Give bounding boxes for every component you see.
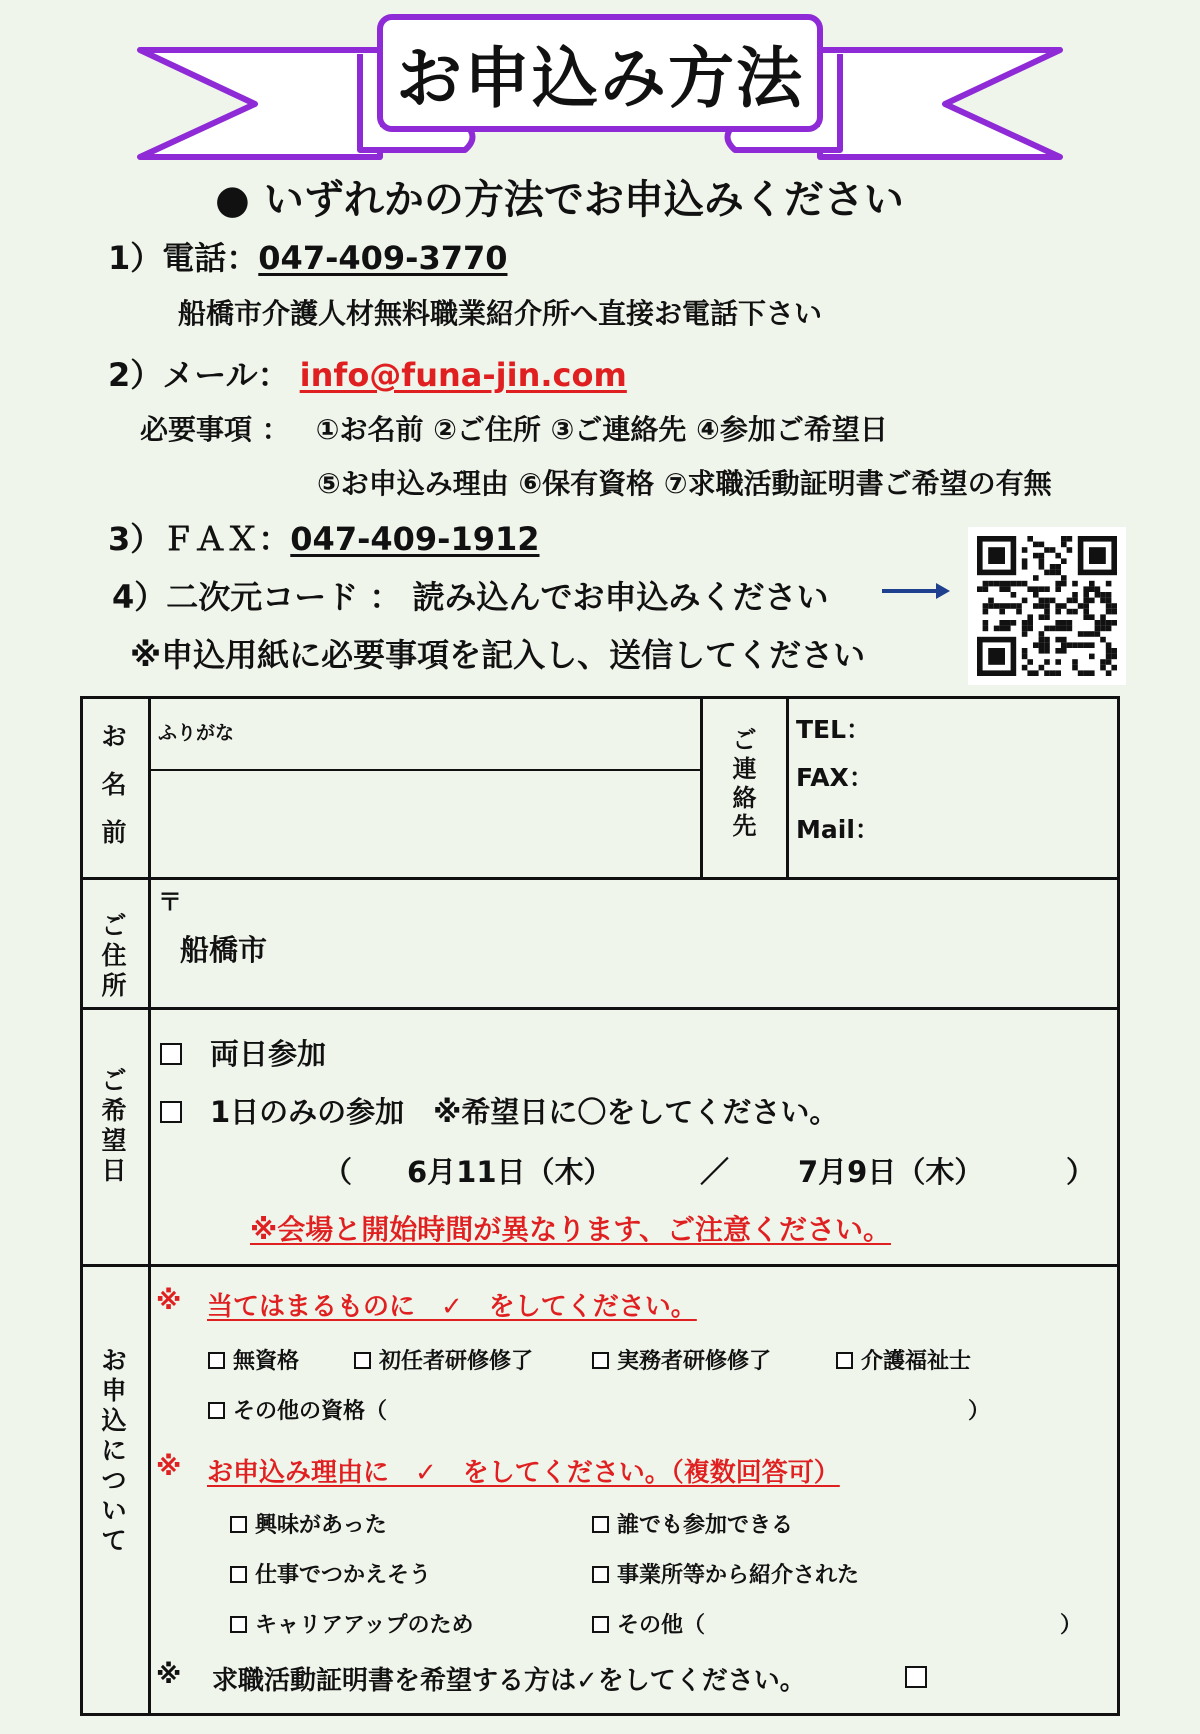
checkbox-icon[interactable] [836, 1352, 853, 1369]
contact-label [703, 726, 786, 841]
about-row-label [80, 1346, 148, 1556]
reason-label: 誰でも参加できる [617, 1513, 794, 1538]
phone-note: 船橋市介護人材無料職業紹介所へ直接お電話下さい [178, 297, 823, 330]
reason-label: 事業所等から紹介された [617, 1563, 860, 1588]
date-separator: ／ [700, 1155, 730, 1189]
checkbox-icon[interactable] [230, 1516, 247, 1533]
mail-label: 2）メール： [108, 356, 290, 394]
required-line-2: ⑤お申込み理由 ⑥保有資格 ⑦求職活動証明書ご希望の有無 [317, 467, 1052, 500]
other-qualification-close: ） [968, 1399, 991, 1424]
furigana-divider [148, 769, 702, 771]
label-char: 先 [732, 812, 757, 841]
fax-number: 047-409-1912 [290, 520, 540, 558]
other-qualification-label: その他の資格（ [233, 1399, 388, 1424]
row-divider [80, 1007, 1120, 1010]
label-char: つ [101, 1466, 127, 1495]
page-title: お申込み方法 [396, 39, 804, 117]
fax-field-label: FAX： [796, 763, 874, 792]
title-banner [135, 12, 1065, 172]
qualification-label: 介護福祉士 [861, 1349, 972, 1374]
checkbox-icon[interactable] [905, 1666, 927, 1688]
address-input[interactable] [152, 882, 1116, 1006]
checkbox-icon[interactable] [160, 1101, 182, 1123]
qualification-label: 実務者研修修了 [617, 1349, 772, 1374]
both-days-label: 両日参加 [210, 1037, 327, 1071]
reason-option[interactable] [592, 1558, 859, 1589]
qualification-option[interactable] [836, 1344, 971, 1375]
checkbox-icon[interactable] [208, 1402, 225, 1419]
postal-mark: 〒 [158, 888, 182, 916]
qualification-option[interactable] [354, 1344, 533, 1375]
reason-other-close: ） [1060, 1613, 1083, 1638]
date-row-label [80, 1066, 148, 1186]
fax-label: 3）ＦＡＸ： [108, 520, 291, 558]
paren-close: ） [1066, 1155, 1096, 1189]
address-row-label [80, 911, 148, 1001]
label-char: 住 [101, 941, 127, 970]
address-city: 船橋市 [180, 933, 268, 967]
checkbox-icon[interactable] [592, 1616, 609, 1633]
qr-label: 4）二次元コード ： 読み込んでお申込みください [112, 578, 829, 616]
tel-field-label: TEL： [796, 715, 872, 744]
label-char: 連 [732, 754, 757, 783]
reason-option[interactable] [230, 1508, 387, 1539]
label-column-divider [148, 696, 151, 1716]
checkbox-icon[interactable] [208, 1352, 225, 1369]
one-day-option[interactable] [160, 1090, 838, 1131]
reason-option[interactable] [230, 1608, 473, 1639]
checkbox-icon[interactable] [160, 1043, 182, 1065]
qualification-option[interactable] [592, 1344, 771, 1375]
cert-instruction: 求職活動証明書を希望する方は✓をしてください。 [212, 1666, 806, 1696]
arrow-right-icon [880, 580, 952, 602]
row-divider [80, 877, 1120, 880]
reason-instruction: お申込み理由に ✓ をしてください。（複数回答可） [207, 1458, 840, 1488]
furigana-label: ふりがな [158, 722, 235, 744]
label-char: 込 [101, 1406, 127, 1435]
label-char: お [101, 722, 127, 751]
label-char: に [101, 1436, 127, 1465]
qualification-option[interactable] [208, 1344, 299, 1375]
submission-notice: ※申込用紙に必要事項を記入し、送信してください [130, 636, 866, 674]
cert-mark: ※ [156, 1660, 182, 1690]
paren-open: （ [323, 1155, 353, 1189]
qr-method [112, 572, 829, 618]
label-char: 名 [101, 770, 127, 799]
label-char: お [101, 1346, 127, 1375]
label-char: 前 [101, 818, 127, 847]
both-days-option[interactable] [160, 1032, 326, 1073]
qualification-instruction: 当てはまるものに ✓ をしてください。 [207, 1292, 697, 1322]
checkbox-icon[interactable] [592, 1352, 609, 1369]
reason-label: その他（ [617, 1613, 706, 1638]
checkbox-icon[interactable] [230, 1566, 247, 1583]
checkbox-icon[interactable] [230, 1616, 247, 1633]
reason-label: 興味があった [255, 1513, 387, 1538]
checkbox-icon[interactable] [354, 1352, 371, 1369]
label-char: い [101, 1496, 127, 1525]
label-char: 所 [101, 971, 127, 1000]
row-divider [80, 1264, 1120, 1267]
qualification-mark: ※ [156, 1286, 182, 1316]
mail-address-link[interactable]: info@funa-jin.com [299, 356, 627, 394]
contact-divider-right [786, 696, 789, 879]
fax-method [108, 514, 540, 560]
one-day-label: 1日のみの参加 ※希望日に〇をしてください。 [210, 1095, 839, 1129]
mail-field-label: Mail： [796, 815, 880, 844]
checkbox-icon[interactable] [592, 1516, 609, 1533]
other-qualification-option[interactable] [208, 1394, 387, 1425]
label-char: 希 [101, 1096, 127, 1125]
phone-method [108, 233, 508, 279]
furigana-input[interactable] [152, 704, 698, 768]
label-char: 日 [101, 1156, 127, 1185]
qualification-label: 無資格 [233, 1349, 300, 1374]
label-char: 望 [101, 1126, 127, 1155]
reason-label: キャリアアップのため [255, 1613, 474, 1638]
phone-number[interactable]: 047-409-3770 [258, 239, 508, 277]
name-row-label [80, 722, 148, 848]
label-char: ご [732, 726, 757, 754]
label-char: て [101, 1526, 127, 1555]
required-line-1: ①お名前 ②ご住所 ③ご連絡先 ④参加ご希望日 [315, 413, 888, 446]
label-char: ご [101, 1066, 127, 1095]
phone-label: 1）電話： [108, 239, 259, 277]
checkbox-icon[interactable] [592, 1566, 609, 1583]
required-items [140, 408, 888, 448]
date-option-jul9[interactable]: 7月9日（木） [798, 1155, 984, 1189]
lead-text: ● いずれかの方法でお申込みください [215, 177, 904, 223]
date-option-jun11[interactable]: 6月11日（木） [407, 1155, 613, 1189]
mail-method [108, 350, 627, 396]
venue-warning: ※会場と開始時間が異なります、ご注意ください。 [250, 1213, 891, 1246]
reason-option[interactable] [592, 1608, 705, 1639]
reason-mark: ※ [156, 1452, 182, 1482]
qualification-label: 初任者研修修了 [379, 1349, 534, 1374]
name-input[interactable] [152, 774, 698, 874]
label-char: ご [101, 911, 127, 940]
label-char: 申 [101, 1376, 127, 1405]
qr-code-icon[interactable] [968, 527, 1126, 685]
cert-checkbox[interactable] [905, 1666, 935, 1691]
reason-label: 仕事でつかえそう [255, 1563, 432, 1588]
label-char: 絡 [732, 783, 757, 812]
required-label: 必要事項 ： [140, 413, 290, 446]
reason-option[interactable] [592, 1508, 793, 1539]
qr-code-pattern [968, 527, 1126, 685]
reason-option[interactable] [230, 1558, 431, 1589]
application-form [80, 696, 1120, 1716]
